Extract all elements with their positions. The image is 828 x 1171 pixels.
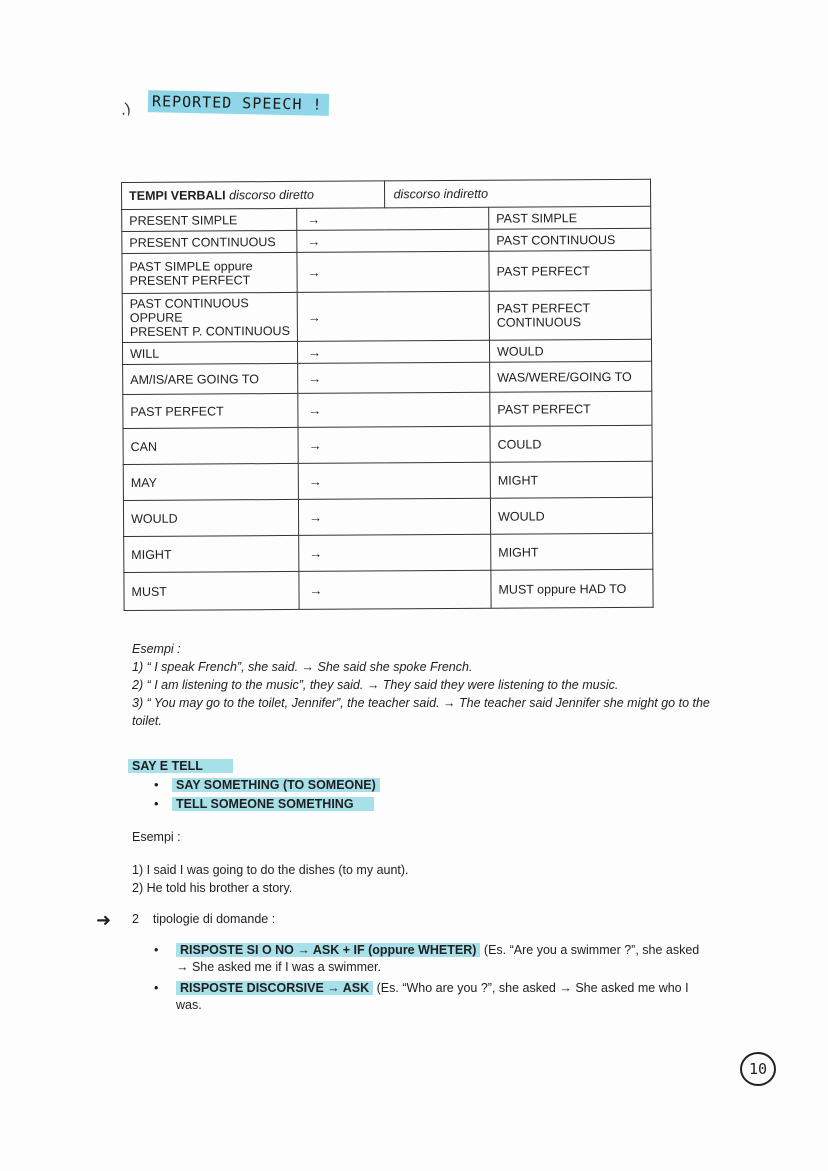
header-direct <box>122 181 385 210</box>
arrow-icon: → <box>297 252 385 293</box>
example-line: 1) “ I speak French”, she said. → She said she spoke French. <box>132 660 473 674</box>
header-right: discorso indiretto <box>393 186 489 202</box>
cell-indirect: MIGHT <box>491 533 653 570</box>
cell-direct: MAY <box>123 463 298 500</box>
cell-indirect: WOULD <box>490 497 652 534</box>
cell-spacer <box>386 534 491 571</box>
header-indirect <box>384 179 651 208</box>
cell-indirect: PAST CONTINUOUS <box>489 228 651 251</box>
cell-direct: WOULD <box>123 499 298 536</box>
page-number: 10 <box>740 1052 776 1086</box>
arrow-icon: → <box>297 208 385 231</box>
arrow-icon: → <box>297 230 385 253</box>
list-item: • TELL SOMEONE SOMETHING <box>152 797 380 811</box>
title-text: REPORTED SPEECH ! <box>148 90 329 116</box>
say-tell-section <box>130 759 380 811</box>
arrow-icon: → <box>298 463 386 500</box>
arrow-icon: → <box>297 341 385 364</box>
arrow-icon: → <box>298 427 386 464</box>
typology-number: 2 <box>132 912 139 926</box>
question-types-list <box>152 942 712 1018</box>
list-item: • SAY SOMETHING (TO SOMEONE) <box>152 778 380 792</box>
example-line: 3) “ You may go to the toilet, Jennifer”, the teacher said. → The teacher said Jennifer she might go to the toilet. <box>132 696 710 728</box>
examples-section-2 <box>132 861 409 897</box>
arrow-icon: → <box>299 571 387 610</box>
table-row <box>123 391 652 428</box>
cell-spacer <box>385 392 490 427</box>
cell-spacer <box>385 291 490 341</box>
cell-direct: PAST CONTINUOUS OPPURE PRESENT P. CONTINUOUS <box>122 292 297 342</box>
list-item: • RISPOSTE DISCORSIVE → ASK (Es. “Who are you ?”, she asked → She asked me who I was. <box>152 980 712 1014</box>
table-row <box>122 339 651 364</box>
table-row <box>123 461 652 500</box>
title-marker: .) <box>117 98 133 120</box>
verb-tense-table <box>121 179 654 611</box>
examples-label: Esempi : <box>132 642 181 656</box>
cell-spacer <box>386 570 491 609</box>
cell-indirect: PAST PERFECT <box>489 250 651 291</box>
examples-section-1 <box>132 640 732 730</box>
arrow-icon: → <box>297 292 385 342</box>
cell-spacer <box>384 251 489 292</box>
table-row <box>122 250 651 293</box>
cell-indirect: PAST PERFECT <box>490 391 652 426</box>
cell-indirect: MIGHT <box>490 461 652 498</box>
list-item: • RISPOSTE SI O NO → ASK + IF (oppure WHETER) (Es. “Are you a swimmer ?”, she asked → She asked me if I was a swimmer. <box>152 942 712 976</box>
typology-text: tipologie di domande : <box>152 912 276 926</box>
table-row <box>124 569 653 610</box>
cell-indirect: PAST PERFECT CONTINUOUS <box>489 290 651 340</box>
cell-direct: MIGHT <box>124 535 299 572</box>
cell-direct: PAST SIMPLE oppure PRESENT PERFECT <box>122 252 297 293</box>
arrow-icon: → <box>298 393 386 428</box>
cell-spacer <box>384 229 489 252</box>
example-line: 2) He told his brother a story. <box>132 881 293 895</box>
example-line: 2) “ I am listening to the music”, they said. → They said they were listening to the music. <box>132 678 619 692</box>
header-bold: TEMPI VERBALI <box>129 188 226 203</box>
cell-direct: PRESENT CONTINUOUS <box>122 230 297 253</box>
cell-direct: AM/IS/ARE GOING TO <box>123 363 298 394</box>
arrow-icon: → <box>298 363 386 394</box>
cell-spacer <box>386 462 491 499</box>
arrow-icon: → <box>298 499 386 536</box>
cell-spacer <box>385 362 490 393</box>
cell-indirect: WAS/WERE/GOING TO <box>490 361 652 392</box>
example-line: 1) I said I was going to do the dishes (to my aunt). <box>132 863 409 877</box>
arrow-icon: → <box>299 535 387 572</box>
table-header-row <box>122 179 651 209</box>
table-row <box>123 425 652 464</box>
cell-direct: PRESENT SIMPLE <box>122 208 297 231</box>
table-row <box>123 497 652 536</box>
examples-label-2: Esempi : <box>132 830 181 844</box>
hand-arrow-icon: ➜ <box>96 910 112 930</box>
cell-spacer <box>386 498 491 535</box>
cell-indirect: WOULD <box>489 339 651 362</box>
table-row <box>122 206 651 231</box>
table-row <box>122 290 651 342</box>
cell-spacer <box>384 207 489 230</box>
cell-indirect: COULD <box>490 425 652 462</box>
say-tell-heading: SAY E TELL <box>128 759 233 773</box>
cell-spacer <box>386 426 491 463</box>
table-row <box>123 361 652 394</box>
cell-indirect: PAST SIMPLE <box>489 206 651 229</box>
cell-direct: MUST <box>124 571 299 610</box>
cell-indirect: MUST oppure HAD TO <box>491 569 653 608</box>
cell-direct: WILL <box>122 341 297 364</box>
cell-direct: CAN <box>123 427 298 464</box>
cell-spacer <box>385 340 490 363</box>
table-row <box>124 533 653 572</box>
table-row <box>122 228 651 253</box>
cell-direct: PAST PERFECT <box>123 393 298 428</box>
header-italic: discorso diretto <box>229 187 314 203</box>
